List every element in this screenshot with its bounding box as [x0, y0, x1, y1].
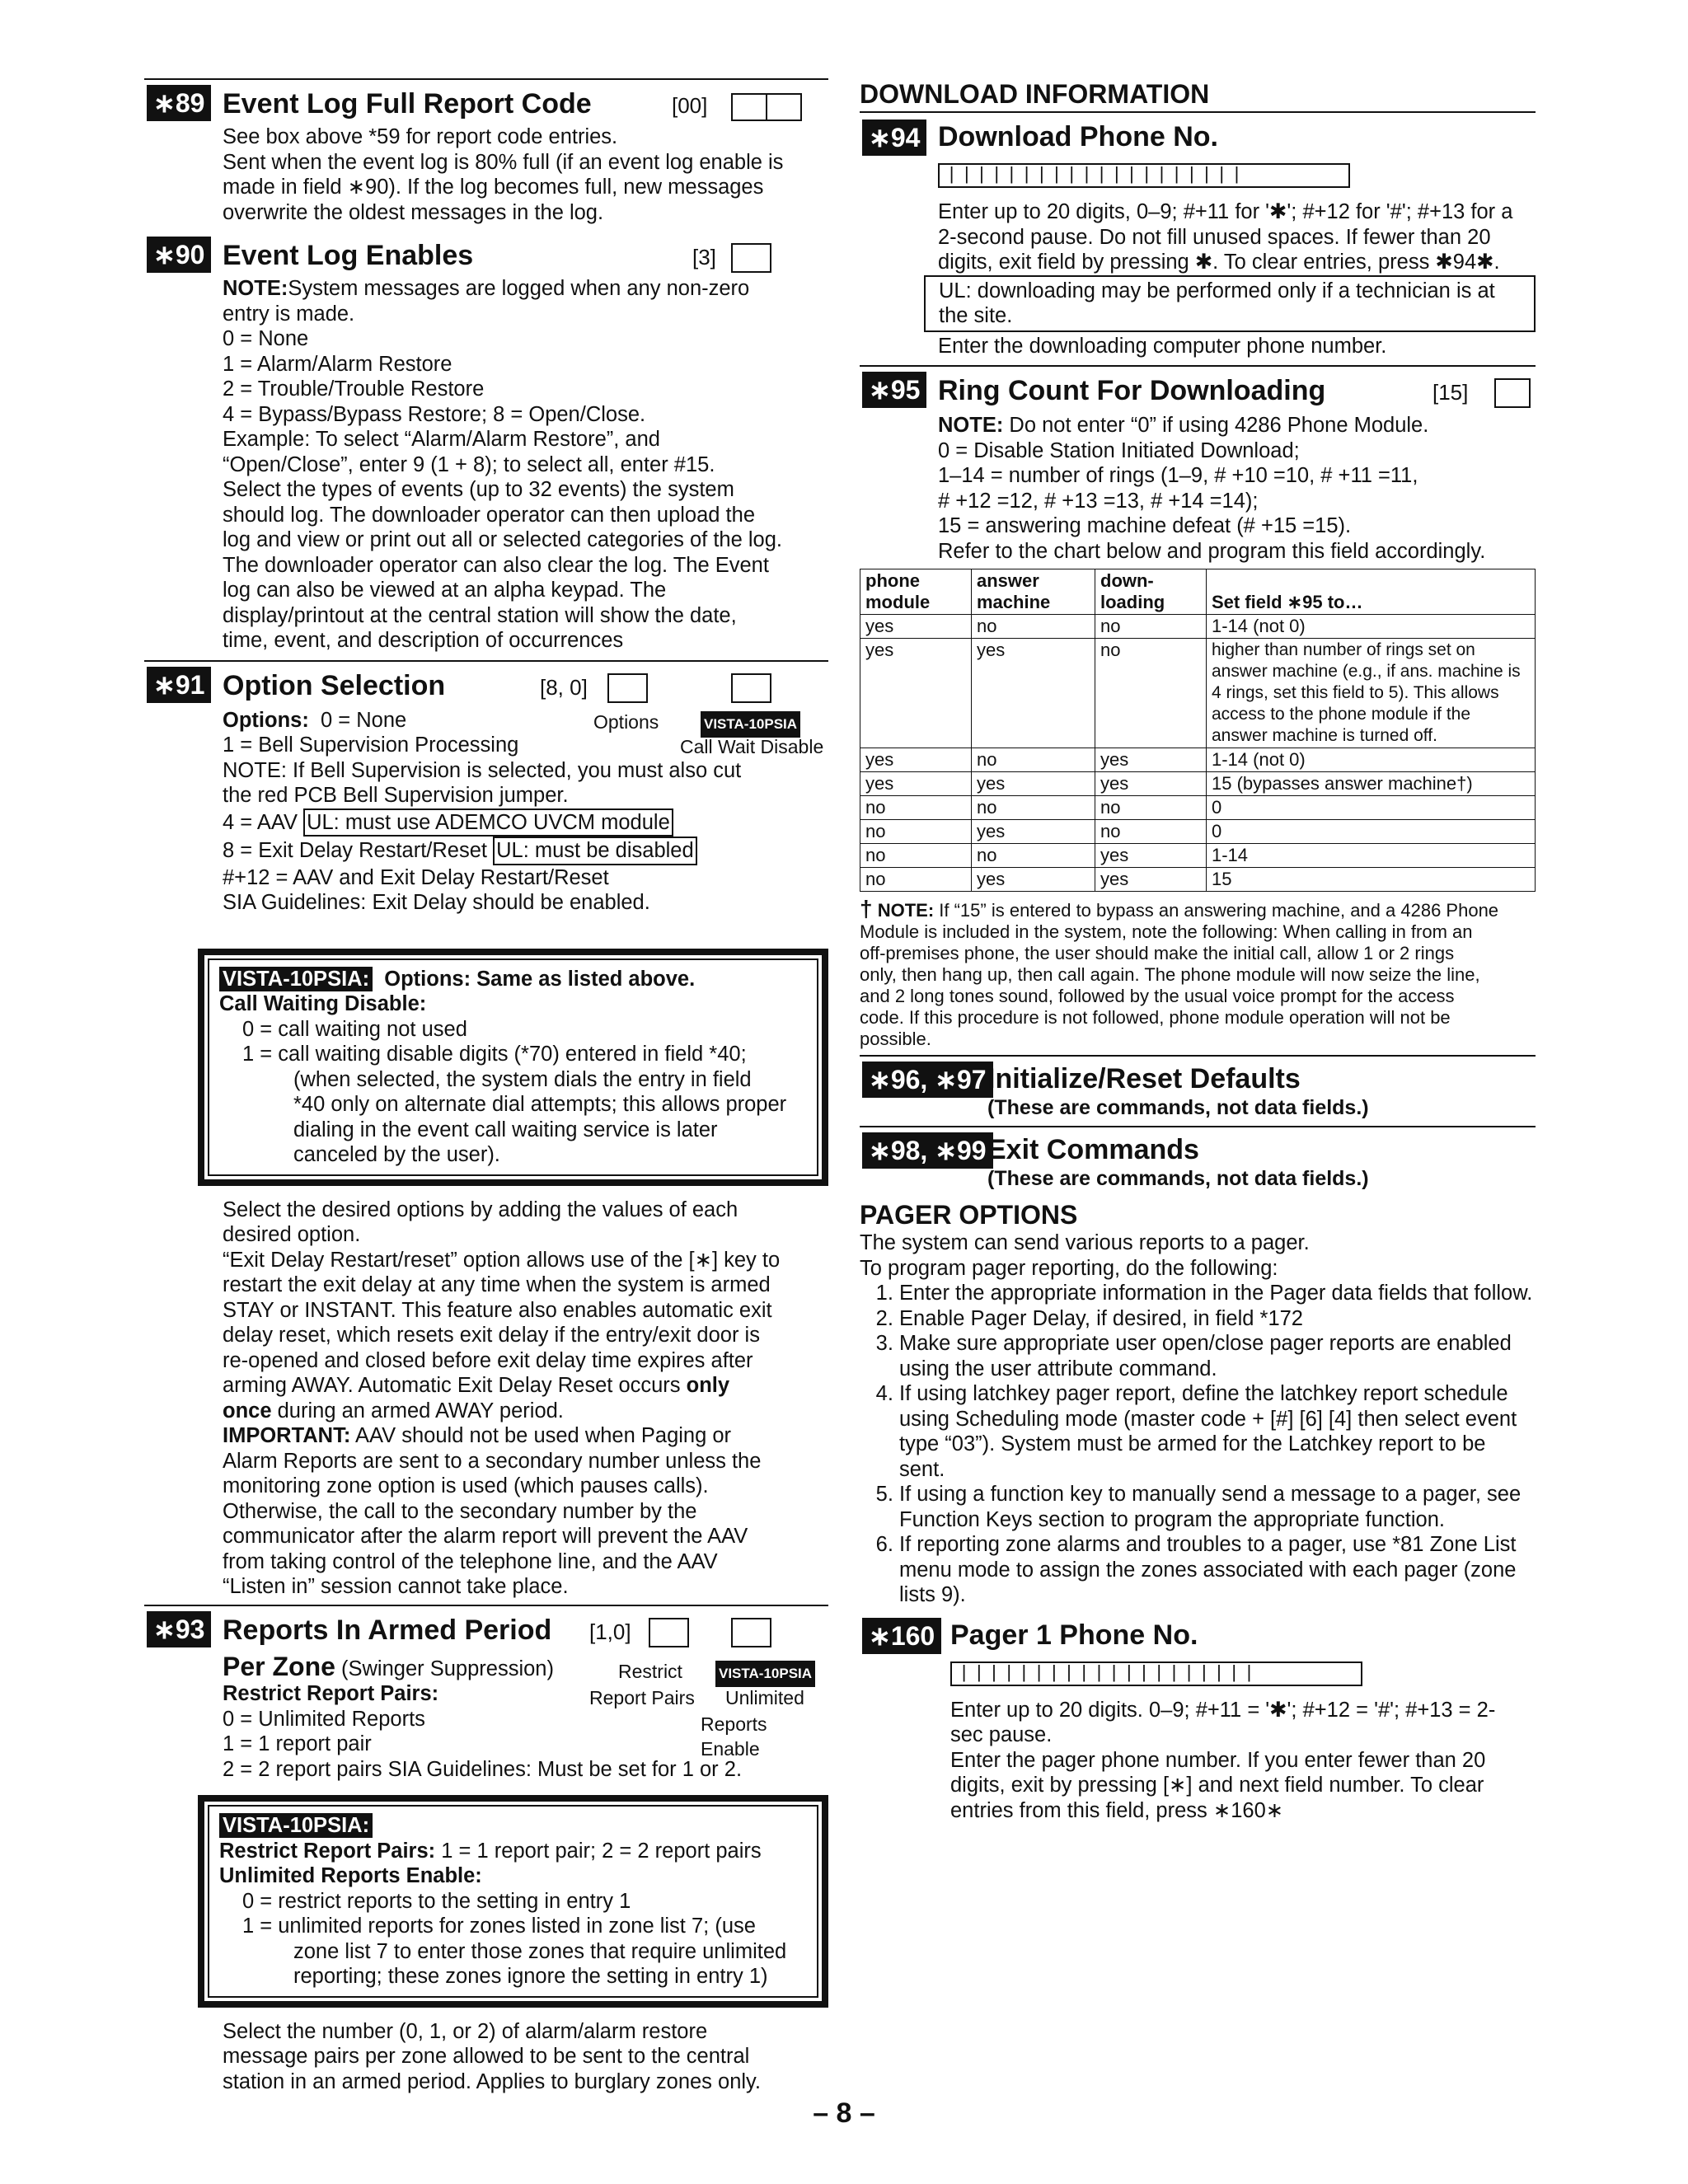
field-default: [8, 0] — [540, 674, 588, 700]
table-row: no yes yes 15 — [860, 868, 1536, 892]
field-91-header — [144, 660, 828, 703]
field-89-body: See box above *59 for report code entries. Sent when the event log is 80% full (if an event log enable is made in field ∗90). If the log becomes full, new messages overwrite the oldest messages in the log. — [223, 125, 784, 224]
table-row: yes yes yes 15 (bypasses answer machine†) — [860, 772, 1536, 796]
field-96-97 — [860, 1055, 1536, 1121]
field-title: Event Log Full Report Code — [223, 88, 592, 120]
field-93-header — [144, 1605, 828, 1647]
field-95-body: NOTE: Do not enter “0” if using 4286 Phone Module. 0 = Disable Station Initiated Download; 1–14 = number of rings (1–9, # +10 =10, # +11 =11, # +12 =12, # +13 =13, # +14 =14); 15 = answering machine defeat (# +15 =15). Refer to the chart below and program this field accordingly. — [938, 414, 1486, 563]
pager-intro: The system can send various reports to a pager. To program pager reporting, do the following: — [860, 1231, 1310, 1280]
download-info-heading: DOWNLOAD INFORMATION — [860, 79, 1536, 113]
divider — [144, 660, 828, 662]
field-number: ∗160 — [862, 1618, 941, 1654]
unlimited-entry-box[interactable] — [731, 1618, 771, 1647]
divider — [860, 1055, 1536, 1057]
list-item: 3. Make sure appropriate user open/close pager reports are enabled using the user attribute command. — [899, 1331, 1536, 1381]
field-default: [3] — [692, 245, 716, 269]
field-94-after: Enter the downloading computer phone number. — [938, 334, 1387, 358]
field-title: Ring Count For Downloading — [938, 375, 1326, 406]
field-default: [15] — [1432, 380, 1469, 405]
left-column — [144, 78, 828, 2094]
divider — [144, 1605, 828, 1606]
field-title: Initialize/Reset Defaults — [987, 1063, 1301, 1094]
field-number: ∗96, ∗97 — [862, 1062, 993, 1098]
pager-steps — [860, 1281, 1536, 1608]
field-number: ∗90 — [147, 237, 211, 273]
entry-box[interactable] — [731, 243, 771, 273]
field-default: [00] — [672, 93, 708, 118]
table-footnote: † NOTE: If “15” is entered to bypass an answering machine, and a 4286 Phone Module is included in the system, note the following: When calling in from an off-premises phone, the user should make the initial call, allow 1 or 2 rings only, then hang up, then call again. The phone module will now seize the line, and 2 long tones sound, followed by the usual voice prompt for the access code. If this procedure is not followed, phone module operation will not be possible. — [860, 896, 1499, 1049]
pager-digit-boxes[interactable]: |||||||||||||||||||| — [950, 1661, 1362, 1686]
field-number: ∗94 — [862, 120, 926, 156]
field-number: ∗95 — [862, 372, 926, 408]
field-number: ∗91 — [147, 667, 211, 703]
field-94-body: |||||||||||||||||||| Enter up to 20 digits, 0–9; #+11 for '✱'; #+12 for '#'; #+13 for a 2-second pause. Do not fill unused spaces. If fewer than 20 digits, exit field by pressing ✱. To clear entries, press ✱94✱. — [938, 165, 1513, 274]
list-item: 6. If reporting zone alarms and troubles to a pager, use *81 Zone List menu mode to assign the zones associated with each pager (zone lists 9). — [899, 1532, 1536, 1608]
field-98-99 — [860, 1126, 1536, 1192]
callwait-entry-box[interactable] — [731, 673, 771, 703]
entry-box[interactable] — [1494, 378, 1531, 408]
restrict-entry-box[interactable] — [649, 1618, 689, 1647]
vista-options-box: VISTA-10PSIA: Options: Same as listed above. Call Waiting Disable: 0 = call waiting not used 1 = call waiting disable digits (*70) entered in field *40; (when selected, the system dials the entry in field *40 only on alternate dial attempts; this allows proper dialing in the event call waiting service is later canceled by the user). — [198, 949, 828, 1186]
vista-reports-box: VISTA-10PSIA: Restrict Report Pairs: 1 = 1 report pair; 2 = 2 report pairs Unlimited Reports Enable: 0 = restrict reports to the setting in entry 1 1 = unlimited reports for zones listed in zone list 7; (use zone list 7 to enter those zones that require unlimited reporting; these zones ignore the setting in entry 1) — [198, 1795, 828, 2008]
ring-count-table — [860, 569, 1536, 892]
field-160-body: |||||||||||||||||||| Enter up to 20 digits. 0–9; #+11 = '✱'; #+12 = '#'; #+13 = 2- sec pause. Enter the pager phone number. If you enter fewer than 20 digits, exit by pressing [∗] and next field number. To clear entries from this field, press ∗160∗ — [950, 1662, 1496, 1822]
field-title: Pager 1 Phone No. — [950, 1619, 1198, 1651]
field-subtitle: (These are commands, not data fields.) — [987, 1096, 1369, 1119]
divider — [144, 78, 828, 80]
field-default: [1,0] — [589, 1619, 631, 1644]
field-title: Reports In Armed Period — [223, 1614, 552, 1646]
divider — [860, 1126, 1536, 1127]
field-90-header — [144, 230, 828, 273]
table-row: yes yes no higher than number of rings set on answer machine (e.g., if ans. machine is 4 rings, set this field to 5). This allows access to the phone module if the answer machine is turned off. — [860, 639, 1536, 748]
field-title: Exit Commands — [987, 1134, 1199, 1165]
field-subtitle: (These are commands, not data fields.) — [987, 1167, 1369, 1190]
field-91-body: Options: 0 = None Options VISTA-10PSIA 1 = Bell Supervision Processing Call Wait Disable NOTE: If Bell Supervision is selected, you must also cut the red PCB Bell Supervision jumper. 4 = AAV UL: must use ADEMCO UVCM module 8 = Exit Delay Restart/Reset UL: must be disabled #+12 = AAV and Exit Delay Restart/Reset SIA Guidelines: Exit Delay should be enabled. — [223, 708, 824, 914]
list-item: 2. Enable Pager Delay, if desired, in field *172 — [899, 1306, 1536, 1332]
table-row: yes no no 1-14 (not 0) — [860, 615, 1536, 639]
field-93-body: Per Zone (Swinger Suppression) Restrict VISTA-10PSIA Restrict Report Pairs: Report Pairs Unlimited 0 = Unlimited Reports Reports Enable 1 = 1 report pair 2 = 2 report pairs SIA Guidelines: Must be set for 1 or 2. — [223, 1654, 828, 1783]
list-item: 4. If using latchkey pager report, define the latchkey report schedule using Scheduling mode (master code + [#] [6] [4] then select event type “03”). System must be armed for the Latchkey report to be sent. — [899, 1381, 1536, 1482]
pager-options-heading: PAGER OPTIONS — [860, 1200, 1078, 1230]
field-title: Event Log Enables — [223, 240, 474, 271]
entry-box[interactable] — [731, 93, 802, 121]
list-item: 5. If using a function key to manually send a message to a pager, see Function Keys section to program the appropriate function. — [899, 1482, 1536, 1532]
field-90-body: NOTE:System messages are logged when any non-zero entry is made. 0 = None 1 = Alarm/Alarm Restore 2 = Trouble/Trouble Restore 4 = Bypass/Bypass Restore; 8 = Open/Close. Example: To select “Alarm/Alarm Restore”, and “Open/Close”, enter 9 (1 + 8); to select all, enter #15. Select the types of events (up to 32 events) the system should log. The downloader operator can then upload the log and view or print out all or selected categories of the log. The downloader operator can also clear the log. The Event log can also be viewed at an alpha keypad. The display/printout at the central station will show the date, time, event, and description of occurrences — [223, 277, 782, 652]
field-number: ∗89 — [147, 85, 211, 121]
field-number: ∗93 — [147, 1611, 211, 1647]
field-94-header — [860, 116, 1536, 159]
field-title: Option Selection — [223, 669, 446, 701]
right-column — [860, 79, 1536, 1823]
table-row: no no no 0 — [860, 796, 1536, 820]
table-header-row: phone module answer machine down- loading Set field ∗95 to… — [860, 569, 1536, 615]
field-91-explanation: Select the desired options by adding the values of each desired option. “Exit Delay Restart/reset” option allows use of the [∗] key to restart the exit delay at any time when the system is armed STAY or INSTANT. This feature also enables automatic exit delay reset, which resets exit delay if the entry/exit door is re-opened and closed before exit delay time expires after arming AWAY. Automatic Exit Delay Reset occurs only once during an armed AWAY period. IMPORTANT: AAV should not be used when Paging or Alarm Reports are sent to a secondary number unless the monitoring zone option is used (which pauses calls). Otherwise, the call to the secondary number by the communicator after the alarm report will prevent the AAV from taking control of the telephone line, and the AAV “Listen in” session cannot take place. — [223, 1197, 781, 1598]
list-item: 1. Enter the appropriate information in the Pager data fields that follow. — [899, 1281, 1536, 1306]
field-89-header — [144, 78, 828, 121]
divider — [860, 365, 1536, 367]
field-title: Download Phone No. — [938, 121, 1218, 152]
phone-digit-boxes[interactable]: |||||||||||||||||||| — [938, 163, 1350, 188]
ul-note-box: UL: downloading may be performed only if a technician is at the site. — [924, 275, 1536, 332]
field-160-header — [860, 1616, 1536, 1659]
options-entry-box[interactable] — [607, 673, 648, 703]
field-93-explanation: Select the number (0, 1, or 2) of alarm/alarm restore message pairs per zone allowed to be sent to the central station in an armed period. Applies to burglary zones only. — [223, 2019, 761, 2093]
table-row: yes no yes 1-14 (not 0) — [860, 748, 1536, 772]
table-row: no yes no 0 — [860, 820, 1536, 844]
field-95-header — [860, 365, 1536, 408]
field-number: ∗98, ∗99 — [862, 1132, 993, 1169]
page-number: – 8 – — [813, 2097, 875, 2129]
table-row: no no yes 1-14 — [860, 844, 1536, 868]
